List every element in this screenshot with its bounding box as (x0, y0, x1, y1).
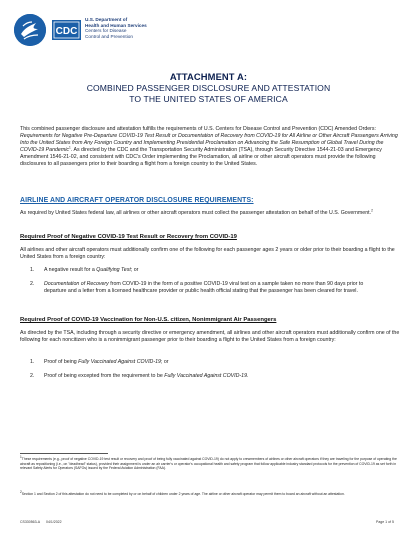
list-text: A negative result for a (44, 267, 97, 273)
list-number: 1. (30, 359, 35, 365)
section1-text: As required by United States federal law, all airlines or other aircraft operators must collect the passenger attestation on behalf of the U.S. Government. (20, 210, 372, 216)
agency-name (85, 17, 147, 39)
list-number: 2. (30, 281, 35, 287)
list-text-end: . (247, 373, 249, 379)
cdc-logo (52, 20, 81, 40)
org-line-1: U.S. Department of (85, 17, 128, 22)
negative-test-text: All airlines and other aircraft operators must additionally confirm one of the following for each passenger ages 2 years or older prior to their boarding a flight to the United States from a foreign country: (20, 247, 395, 260)
negative-test-heading: Required Proof of Negative COVID-19 Test Result or Recovery from COVID-19 (20, 234, 237, 240)
footnote-2-text: Section 1 and Section 2 of this attestation do not need to be completed by or on behalf of children under 2 years of age. The airline or other aircraft operator may permit them to board an aircraft without an attestation. (21, 492, 345, 497)
list-number: 1. (30, 267, 35, 273)
org-line-4: Control and Prevention (85, 33, 133, 39)
footnote-1 (20, 457, 398, 470)
footnote-ref-1: 1 (69, 145, 71, 150)
list-italic: Fully Vaccinated Against COVID-19 (78, 359, 161, 365)
intro-text-1: This combined passenger disclosure and attestation fulfills the requirements of U.S. Centers for Disease Control and Prevention (CDC) Amended Orders: (20, 126, 377, 132)
footnote-2 (20, 492, 398, 497)
list-italic: Documentation of Recovery (44, 281, 109, 287)
intro-paragraph (20, 126, 402, 168)
document-title-line-2: TO THE UNITED STATES OF AMERICA (129, 94, 288, 104)
list-italic: Fully Vaccinated Against COVID-19 (164, 373, 248, 379)
list-number: 2. (30, 373, 35, 379)
disclosure-requirements-text (20, 210, 402, 217)
document-title-line-1: COMBINED PASSENGER DISCLOSURE AND ATTESTATION (86, 83, 331, 93)
list-text: Proof of being (44, 359, 79, 365)
org-line-2: Health and Human Services (85, 22, 147, 28)
vaccination-text: As directed by the TSA, including through a security directive or emergency amendment, all airlines and other aircraft operators must additionally confirm one of the following for each noncitizen who is a nonimmigrant passenger prior to their boarding a flight to the United States from a foreign country: (20, 330, 400, 343)
footnote-mark-2: 2 (20, 490, 22, 494)
list-text-end: from COVID-19 in the form of a positive COVID-19 viral test on a sample taken no more than 90 days prior to departure and a letter from a licensed healthcare provider or public health official stating that the passenger has been cleared for travel. (44, 281, 364, 294)
vaccination-heading: Required Proof of COVID-19 Vaccination for Non-U.S. citizen, Nonimmigrant Air Passengers (20, 317, 277, 323)
orders-title: Requirements for Negative Pre-Departure COVID-19 Test Result or Documentation of Recovery from COVID-19 for All Airline or Other Aircraft Passengers Arriving Into the United States from Any Foreign Country and Implementing Presidential Proclamation on Advancing the Safe Resumption of Global Travel During the COVID-19 Pandemic (20, 133, 398, 153)
document-id: CS330563-A (20, 520, 41, 524)
list-italic: Qualifying Test (96, 267, 131, 273)
list-text-end: ; or (130, 267, 139, 273)
hhs-logo-icon (14, 14, 46, 46)
cdc-logo-text: CDC (55, 26, 78, 37)
page-number: Page 1 of 5 (376, 520, 394, 524)
attachment-title: ATTACHMENT A: (169, 71, 248, 82)
disclosure-requirements-heading: AIRLINE AND AIRCRAFT OPERATOR DISCLOSURE REQUIREMENTS: (20, 197, 254, 204)
org-line-3: Centers for Disease (85, 28, 127, 34)
footnote-divider (20, 453, 108, 454)
footnote-1-text: These requirements (e.g., proof of negative COVID-19 test result or recovery and proof of being fully vaccinated against COVID-19) do not apply to crewmembers of airlines or other aircraft operators if they are traveling for the purpose of operating the aircraft as repositioning (i.e., on "deadhead" status), provided their assignment is under an air carrier's or operator's occupational health and safety program that follow applicable industry standard protocols for the prevention of COVID-19 as set forth in relevant Safety Alerts for Operators (SAFOs) issued by the Federal Aviation Administration (FAA). (20, 457, 397, 470)
footnote-ref-2: 2 (371, 208, 373, 213)
list-text: Proof of being excepted from the requirement to be (44, 373, 165, 379)
document-date: 04/1/2022 (46, 520, 62, 524)
intro-text-2: . As directed by the CDC and the Transportation Security Administration (TSA), through Security Directive 1544-21-03 and Emergency Amendment 1546-21-02, and consistent with CDC's Order implementing the Proclamation, all airline or other aircraft operators must provide the following disclosures to all passengers prior to their boarding a flight from a foreign country to the United States. (20, 147, 382, 167)
footnote-mark-1: 1 (20, 455, 22, 459)
list-text-end: ; or (160, 359, 169, 365)
